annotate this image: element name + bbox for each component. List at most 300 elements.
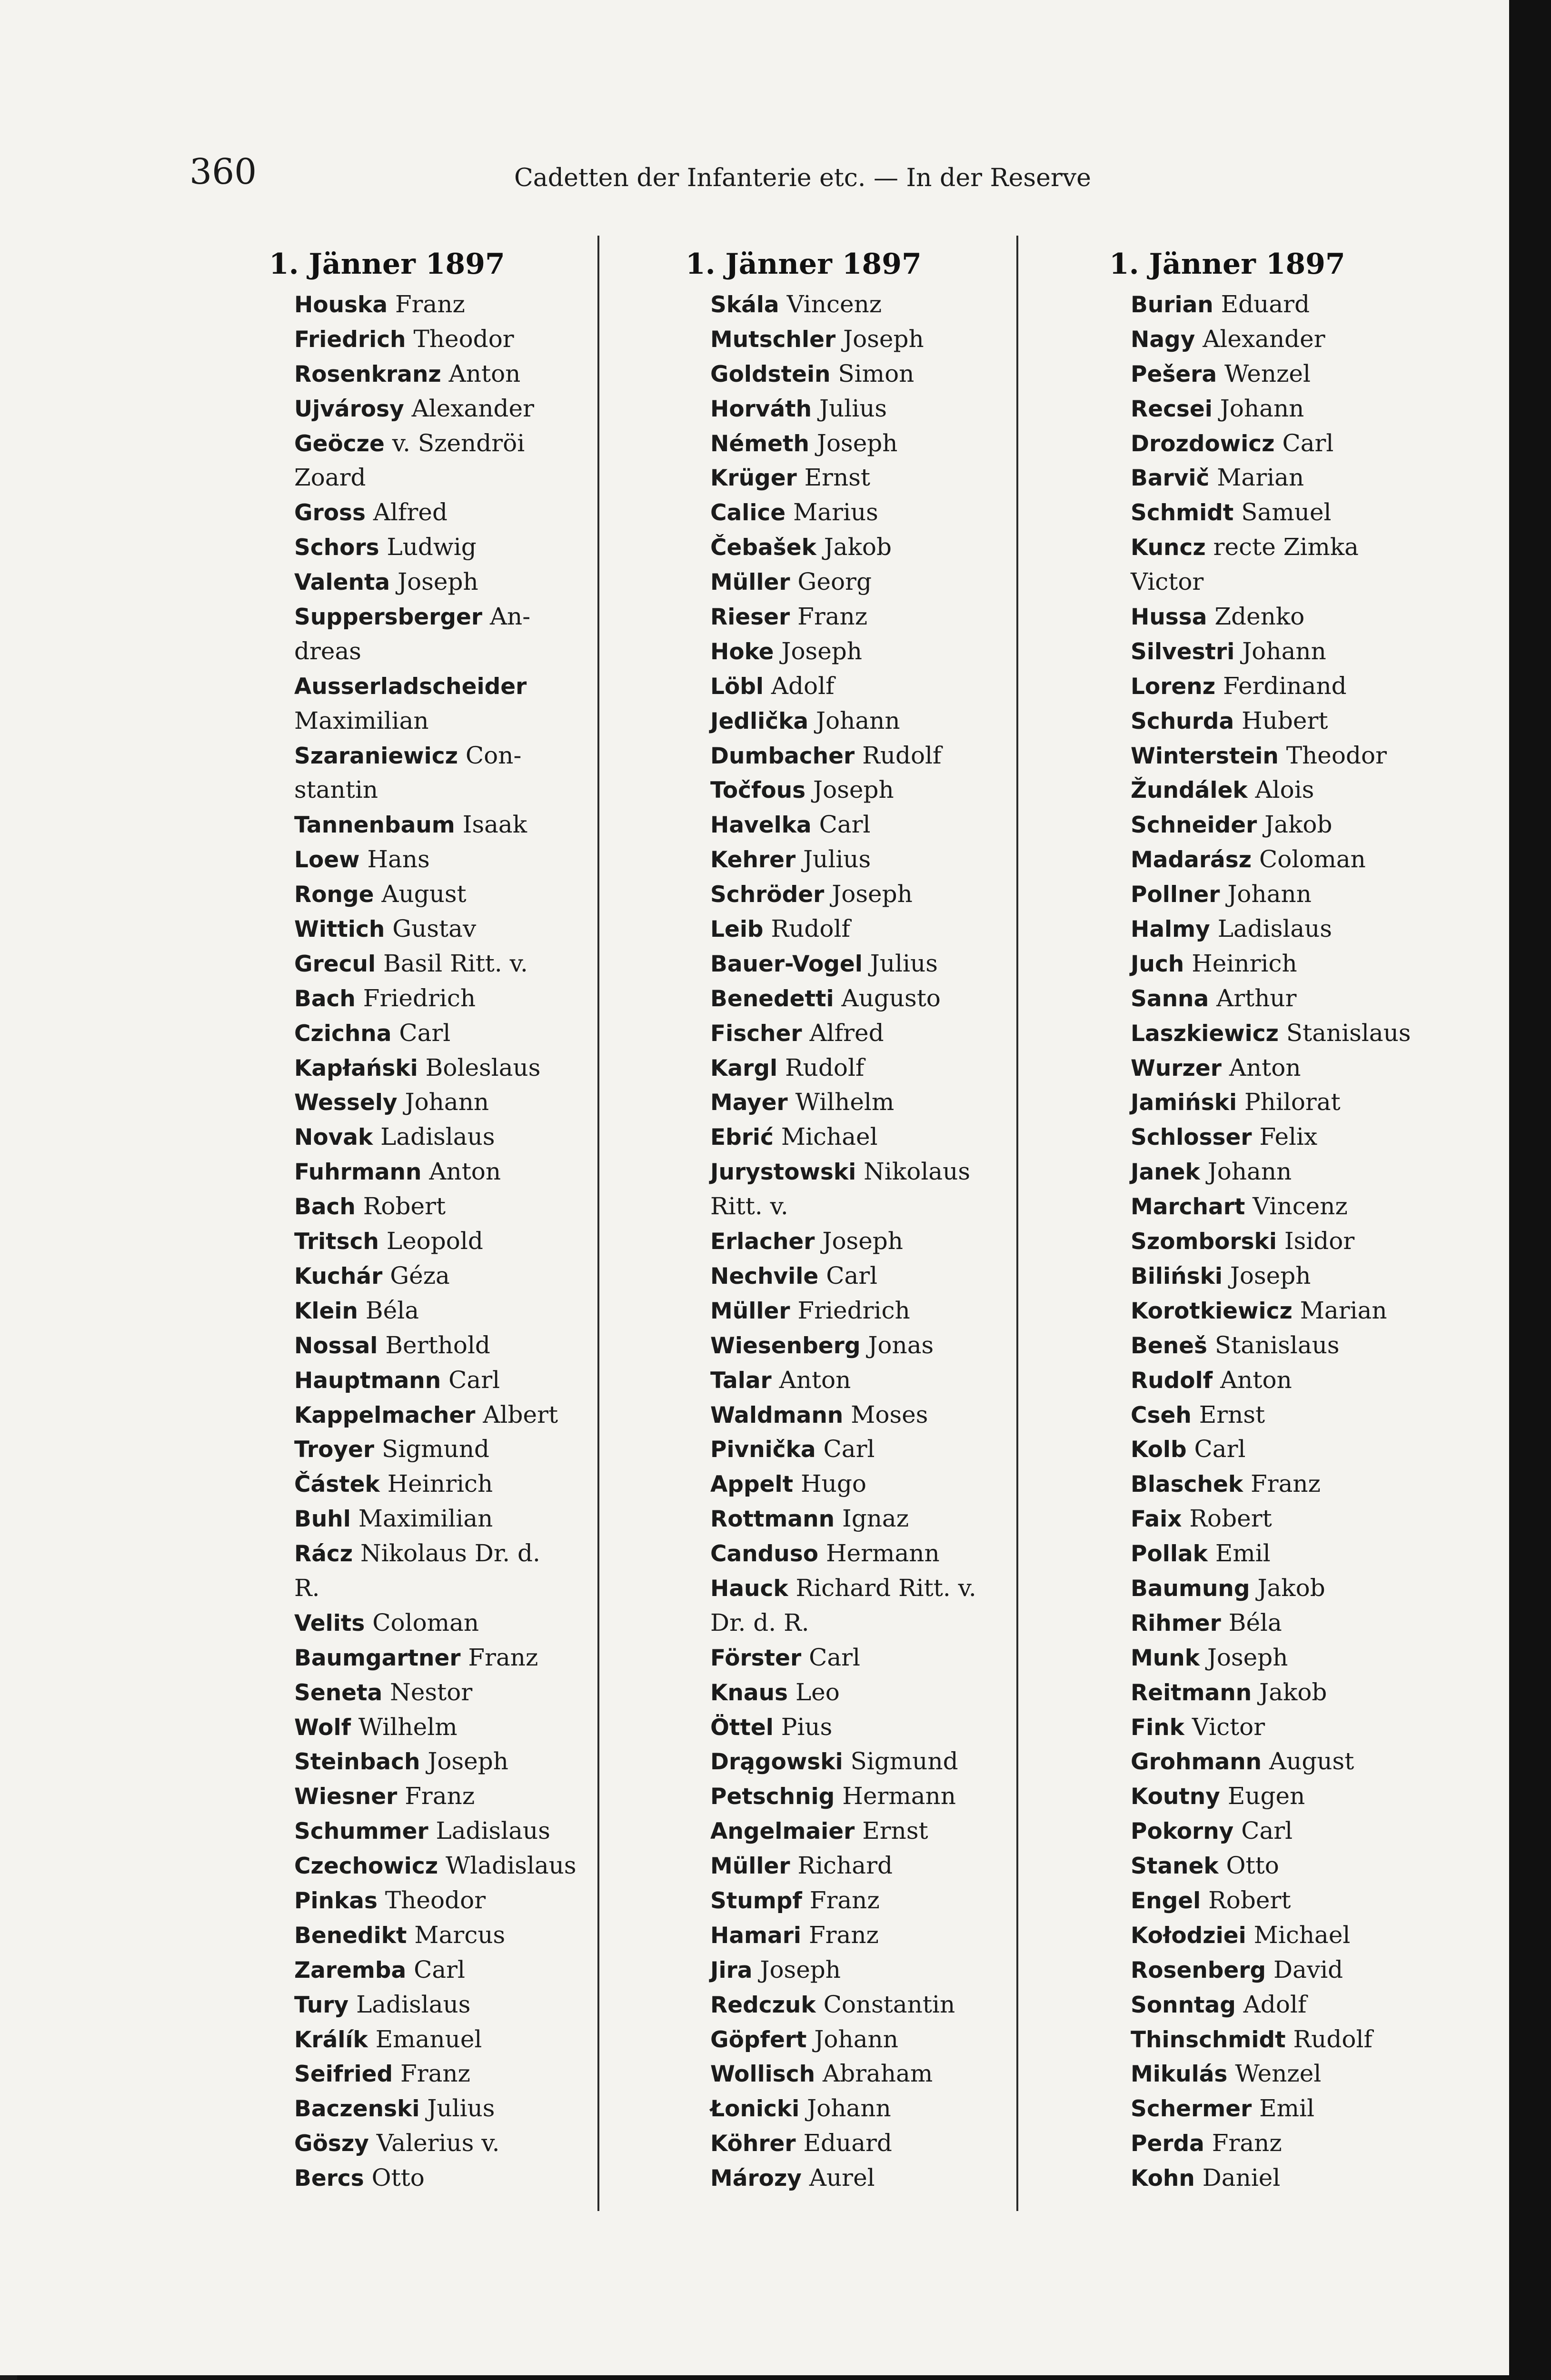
given-name: Emil [1259,2094,1315,2122]
person-name [710,1817,928,1844]
surname: Waldmann [710,1402,844,1428]
surname: Wiesner [294,1784,398,1810]
column-divider [597,236,599,2211]
given-name: dreas [294,637,361,665]
surname: Förster [710,1645,802,1671]
person-name [1131,533,1359,561]
given-name: Victor [1192,1713,1265,1741]
surname: Drągowski [710,1749,843,1775]
given-name: Franz [1251,1470,1321,1498]
given-name: Michael [781,1123,878,1151]
given-name: Heinrich [387,1470,493,1498]
given-name: Basil Ritt. v. [383,949,528,977]
person-name [294,776,378,803]
surname: Pollner [1131,882,1220,908]
surname: Canduso [710,1541,819,1567]
person-name [710,1747,958,1775]
given-name: Ladislaus [380,1123,495,1151]
surname: Thinschmidt [1131,2026,1286,2053]
given-name: Rudolf [862,741,942,769]
given-name: Joseph [398,568,478,596]
person-name [710,707,900,734]
given-name: Coloman [1259,845,1366,873]
person-name [1131,707,1328,734]
surname: Mikulás [1131,2061,1228,2088]
given-name: Adolf [1243,1990,1307,2018]
surname: Sonntag [1131,1992,1236,2018]
surname: Seneta [294,1679,383,1706]
given-name: Carl [1282,429,1334,457]
person-name [1131,1054,1301,1081]
person-name [1131,1678,1327,1706]
surname: Pokorny [1131,1818,1234,1845]
person-name [1131,984,1297,1012]
surname: Žundálek [1131,777,1248,804]
given-name: Otto [1226,1852,1279,1880]
given-name: Franz [808,1921,879,1949]
person-name [710,1574,976,1602]
person-name [710,845,871,873]
person-name [710,742,942,769]
given-name: August [1269,1747,1354,1775]
person-name [294,1192,446,1220]
person-name [294,1539,540,1567]
given-name: Julius [819,394,887,422]
person-name [710,1192,788,1220]
surname: Kargl [710,1055,778,1081]
person-name [294,2025,482,2053]
person-name [1131,776,1314,803]
given-name: Hugo [801,1470,866,1498]
surname: Cseh [1131,1402,1192,1428]
surname: Recsei [1131,396,1213,422]
surname: Tannenbaum [294,812,455,839]
person-name [710,1297,910,1324]
given-name: Jakob [1264,811,1332,839]
surname: Göpfert [710,2026,807,2053]
surname: Erlacher [710,1229,815,1255]
given-name: Anton [448,359,521,387]
surname: Kehrer [710,847,796,873]
person-name [1131,950,1297,977]
person-name [710,2025,898,2053]
surname: Hoke [710,638,774,665]
surname: Buhl [294,1506,351,1533]
person-name [710,1644,860,1671]
given-name: Jonas [868,1331,934,1359]
surname: Troyer [294,1437,375,1463]
given-name: Joseph [843,325,924,353]
column-divider [1016,236,1018,2211]
person-name [710,672,835,700]
given-name: Wenzel [1235,2060,1322,2088]
given-name: Robert [1208,1886,1291,1914]
given-name: Ernst [804,464,871,492]
given-name: Samuel [1241,498,1332,526]
given-name: Joseph [428,1747,508,1775]
given-name: Georg [797,568,872,596]
surname: Kappelmacher [294,1402,476,1428]
person-name [710,950,938,977]
given-name: Otto [371,2164,425,2192]
surname: Goldstein [710,361,831,387]
given-name: August [381,880,467,908]
person-name [294,1123,495,1150]
person-name [294,1956,465,1983]
surname: Králík [294,2026,368,2053]
given-name: Wilhelm [358,1713,457,1741]
person-name [710,498,878,526]
person-name [710,1366,851,1394]
person-name [1131,742,1387,769]
person-name [294,464,366,491]
surname: Tury [294,1992,349,2018]
given-name: Carl [823,1435,875,1463]
given-name: Wladislaus [446,1852,577,1880]
given-name: Nikolaus [864,1158,970,1186]
surname: Németh [710,430,809,457]
person-name [294,429,525,457]
surname: Bach [294,985,356,1012]
column-title: 1. Jänner 1897 [1109,248,1345,281]
person-name [1131,1088,1341,1116]
surname: Hamari [710,1922,802,1949]
given-name: Rudolf [771,915,850,943]
given-name: Johann [1227,880,1312,908]
person-name [294,672,527,700]
surname: Grohmann [1131,1749,1262,1775]
given-name: Stanislaus [1214,1331,1340,1359]
person-name [294,568,478,595]
given-name: Carl [819,811,871,839]
given-name: Franz [395,290,465,318]
person-name [294,1262,450,1289]
given-name: Gustav [392,915,477,943]
person-name [1131,1262,1311,1289]
given-name: Joseph [816,429,898,457]
surname: Schlosser [1131,1124,1252,1151]
surname: Krüger [710,465,797,492]
surname: Suppersberger [294,604,483,631]
given-name: Franz [1212,2129,1282,2157]
given-name: Nikolaus Dr. d. [360,1539,540,1567]
surname: Munk [1131,1645,1200,1671]
surname: Loew [294,847,360,873]
person-name [294,1609,479,1636]
person-name [294,1574,320,1602]
given-name: Arthur [1216,984,1297,1012]
surname: Grecul [294,951,376,977]
person-name [1131,395,1304,422]
given-name: Carl [1241,1817,1293,1845]
surname: Göszy [294,2131,369,2157]
surname: Novak [294,1124,373,1151]
surname: Angelmaier [710,1818,855,1845]
surname: Baumgartner [294,1645,461,1671]
surname: Baczenski [294,2096,420,2122]
surname: Bauer-Vogel [710,951,863,977]
person-name [710,1123,878,1150]
given-name: Johann [814,2025,898,2053]
surname: Kohn [1131,2165,1195,2192]
surname: Valenta [294,569,390,596]
given-name: Richard Ritt. v. [795,1574,976,1602]
given-name: Béla [1228,1608,1282,1636]
surname: Talar [710,1367,772,1394]
surname: Horváth [710,396,812,422]
given-name: Carl [414,1955,466,1983]
surname: Kuncz [1131,535,1206,561]
given-name: Franz [400,2060,470,2088]
surname: Sanna [1131,985,1209,1012]
surname: Tritsch [294,1229,379,1255]
person-name [1131,1574,1325,1602]
surname: Köhrer [710,2131,796,2157]
surname: Petschnig [710,1784,835,1810]
surname: Knaus [710,1679,788,1706]
surname: Nagy [1131,326,1195,353]
column-title: 1. Jänner 1897 [269,248,505,281]
given-name: Theodor [413,325,514,353]
person-name [1131,915,1332,942]
surname: Janek [1131,1159,1200,1186]
given-name: Aurel [809,2164,875,2192]
person-name [710,2129,892,2157]
person-name [294,1921,505,1949]
given-name: Franz [405,1782,475,1810]
surname: Mutschler [710,326,836,353]
given-name: Nestor [390,1678,473,1706]
person-name [710,464,870,491]
person-name [294,707,429,734]
surname: Wurzer [1131,1055,1222,1081]
person-name [710,1019,884,1047]
given-name: Philorat [1244,1088,1341,1116]
person-name [294,1366,500,1394]
person-name [294,984,476,1012]
person-name [294,498,447,526]
given-name: An- [489,603,531,631]
given-name: Rudolf [785,1053,865,1081]
surname: Stanek [1131,1853,1219,1880]
person-name [1131,1123,1317,1150]
surname: Pivnička [710,1437,816,1463]
person-name [294,1054,540,1081]
person-name [1131,1886,1291,1914]
surname: Łonicki [710,2096,800,2122]
given-name: Felix [1259,1123,1318,1151]
person-name [1131,1782,1305,1810]
surname: Beneš [1131,1332,1208,1359]
given-name: Ferdinand [1223,672,1347,700]
page-number: 360 [189,151,257,192]
person-name [1131,1817,1292,1844]
surname: Müller [710,1853,790,1880]
surname: Reitmann [1131,1679,1252,1706]
person-name [1131,1921,1350,1949]
given-name: Julius [803,845,871,873]
given-name: Marcus [414,1921,506,1949]
person-name [1131,1366,1292,1394]
surname: Kolb [1131,1437,1187,1463]
surname: Jira [710,1957,753,1983]
given-name: Isidor [1284,1227,1355,1255]
person-name [710,776,894,803]
column-title: 1. Jänner 1897 [686,248,922,281]
person-name [294,1886,486,1914]
person-name [710,1227,903,1255]
given-name: Boleslaus [425,1053,541,1081]
person-name [710,1713,832,1741]
given-name: Eduard [803,2129,892,2157]
given-name: Ernst [1199,1400,1265,1428]
given-name: Victor [1131,568,1204,596]
surname: Ujvárosy [294,396,404,422]
given-name: Berthold [385,1331,490,1359]
surname: Appelt [710,1471,794,1498]
given-name: Ludwig [387,533,477,561]
person-name [710,1505,909,1532]
surname: Szomborski [1131,1229,1277,1255]
given-name: Coloman [372,1608,479,1636]
person-name [710,533,892,561]
surname: Steinbach [294,1749,420,1775]
surname: Rieser [710,604,790,631]
person-name [294,880,467,908]
given-name: Friedrich [797,1296,910,1324]
person-name [710,1088,894,1116]
given-name: Abraham [823,2060,933,2088]
person-name [1131,2129,1282,2157]
person-name [294,1435,489,1463]
given-name: Géza [390,1261,450,1289]
surname: Nossal [294,1332,378,1359]
person-name [1131,429,1333,457]
surname: Jurystowski [710,1159,856,1186]
given-name: Richard [797,1852,893,1880]
person-name [294,1991,470,2018]
surname: Mározy [710,2165,802,2192]
surname: Faix [1131,1506,1182,1533]
given-name: R. [294,1574,320,1602]
surname: Točfous [710,777,806,804]
person-name [294,1852,577,1879]
given-name: Constantin [823,1990,955,2018]
given-name: Leo [795,1678,840,1706]
given-name: Michael [1253,1921,1351,1949]
person-name [710,1054,864,1081]
surname: Pollak [1131,1541,1208,1567]
given-name: Carl [399,1019,451,1047]
given-name: Hubert [1242,706,1328,734]
surname: Müller [710,1298,790,1324]
person-name [710,2164,875,2192]
person-name [1131,360,1311,387]
surname: Kapłański [294,1055,418,1081]
given-name: Joseph [760,1955,841,1983]
given-name: Julius [870,949,938,977]
surname: Czichna [294,1020,392,1047]
given-name: Jakob [1259,1678,1327,1706]
given-name: David [1273,1955,1343,1983]
given-name: Eduard [1221,290,1310,318]
person-name [294,1088,489,1116]
given-name: Johann [1242,637,1326,665]
given-name: Jakob [1257,1574,1325,1602]
surname: Leib [710,916,764,943]
surname: Schmidt [1131,500,1234,526]
given-name: Anton [429,1158,501,1186]
surname: Silvestri [1131,638,1235,665]
given-name: Hermann [842,1782,956,1810]
person-name [710,1262,877,1289]
given-name: Dr. d. R. [710,1608,809,1636]
surname: Gross [294,500,366,526]
given-name: Carl [826,1261,878,1289]
person-name [710,1435,875,1463]
person-name [710,811,871,838]
person-name [710,568,872,595]
given-name: Marius [793,498,878,526]
person-name [710,1956,841,1983]
person-name [1131,1019,1411,1047]
given-name: Ernst [862,1817,928,1845]
person-name [710,915,850,942]
person-name [1131,325,1325,353]
given-name: Carl [448,1366,500,1394]
given-name: Hans [367,845,430,873]
person-name [710,290,882,318]
person-name [1131,1644,1288,1671]
surname: Kołodziei [1131,1922,1246,1949]
surname: Dumbacher [710,743,855,769]
given-name: Moses [851,1400,928,1428]
surname: Burian [1131,292,1213,318]
person-name [294,603,530,630]
given-name: v. Szendröi [392,429,525,457]
person-name [710,603,867,630]
given-name: Valerius v. [376,2129,500,2157]
given-name: Marian [1300,1296,1387,1324]
surname: Klein [294,1298,358,1324]
surname: Schermer [1131,2096,1252,2122]
person-name [1131,1158,1292,1185]
person-name [294,533,477,561]
person-name [294,395,534,422]
given-name: Joseph [1207,1643,1288,1671]
given-name: Friedrich [363,984,476,1012]
given-name: Augusto [841,984,941,1012]
surname: Czechowicz [294,1853,438,1880]
person-name [1131,1227,1354,1255]
given-name: Joseph [781,637,863,665]
surname: Wessely [294,1090,398,1116]
person-name [1131,1401,1265,1428]
given-name: Simon [838,359,915,387]
given-name: Theodor [385,1886,486,1914]
surname: Bercs [294,2165,364,2192]
surname: Korotkiewicz [1131,1298,1292,1324]
surname: Engel [1131,1887,1201,1914]
given-name: recte Zimka [1213,533,1359,561]
given-name: Theodor [1286,741,1387,769]
surname: Baumung [1131,1575,1250,1602]
person-name [710,1678,840,1706]
surname: Lorenz [1131,673,1216,700]
surname: Redczuk [710,1992,816,2018]
surname: Juch [1131,951,1184,977]
person-name [294,290,465,318]
